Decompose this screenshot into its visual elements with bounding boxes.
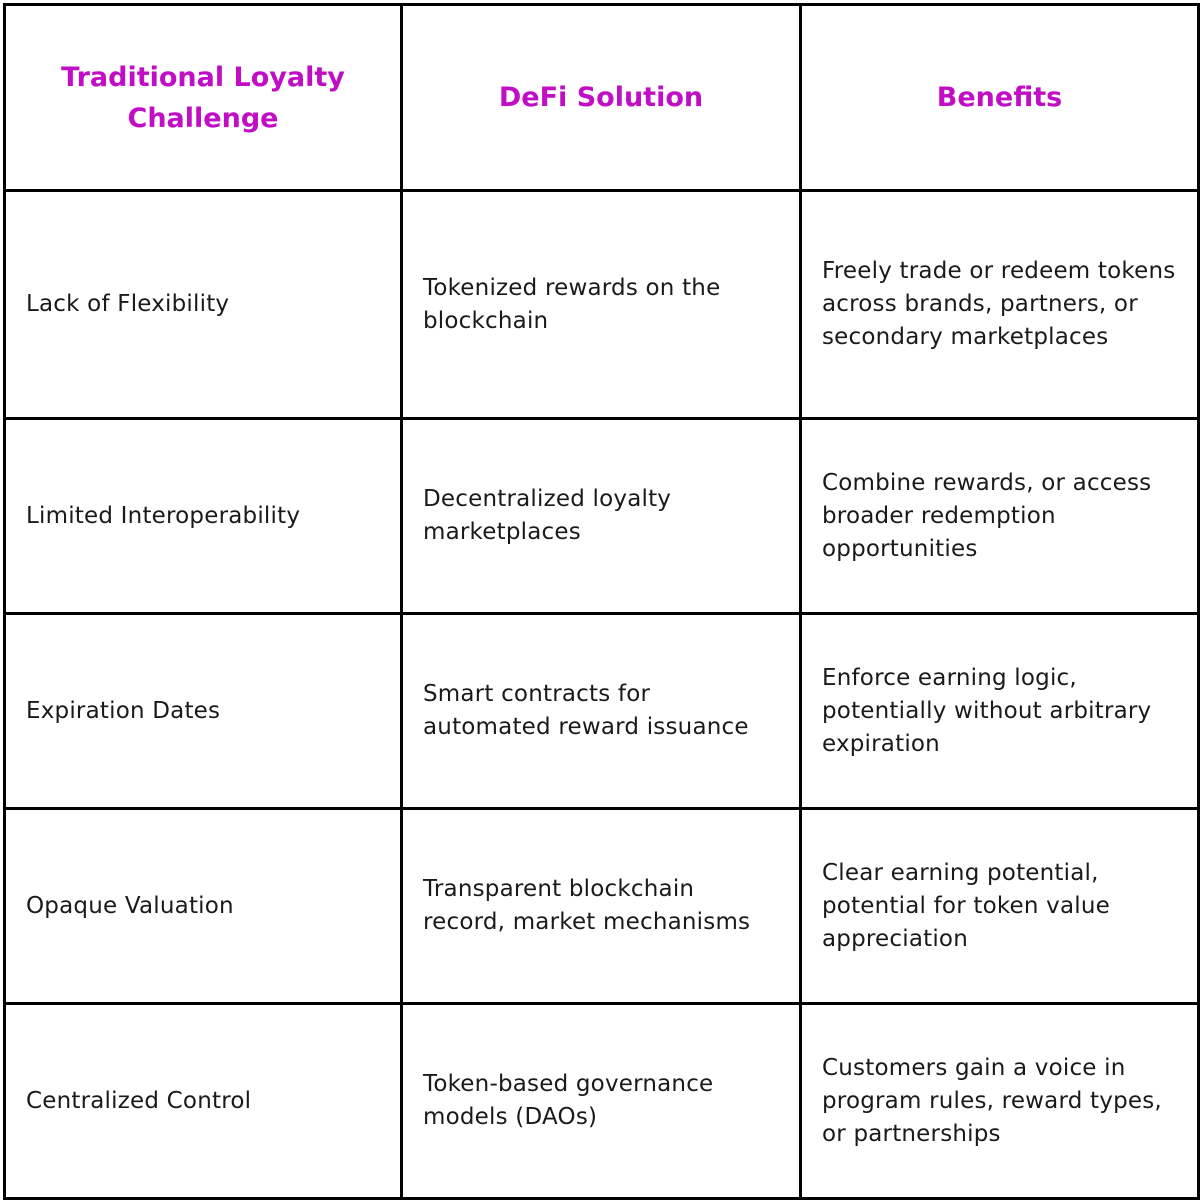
solution-cell xyxy=(402,809,801,1004)
benefits-text: Clear earning potential, potential for token value appreciation xyxy=(822,859,1111,952)
comparison-table xyxy=(3,3,1200,1200)
header-challenge-label: Traditional Loyalty Challenge xyxy=(61,61,345,134)
challenge-cell xyxy=(5,191,402,419)
solution-cell xyxy=(402,419,801,614)
solution-cell xyxy=(402,191,801,419)
challenge-text: Expiration Dates xyxy=(26,697,221,724)
solution-text: Tokenized rewards on the blockchain xyxy=(423,274,721,334)
challenge-text: Limited Interoperability xyxy=(26,502,301,529)
benefits-cell xyxy=(801,809,1199,1004)
benefits-cell xyxy=(801,614,1199,809)
challenge-cell xyxy=(5,809,402,1004)
table-row xyxy=(5,191,1199,419)
solution-cell xyxy=(402,1004,801,1199)
challenge-text: Centralized Control xyxy=(26,1087,252,1114)
header-row xyxy=(5,5,1199,191)
table-row xyxy=(5,809,1199,1004)
header-benefits xyxy=(801,5,1199,191)
challenge-cell xyxy=(5,614,402,809)
benefits-cell xyxy=(801,1004,1199,1199)
table-row xyxy=(5,419,1199,614)
solution-text: Decentralized loyalty marketplaces xyxy=(423,486,672,545)
table-row xyxy=(5,614,1199,809)
benefits-cell xyxy=(801,191,1199,419)
benefits-text: Freely trade or redeem tokens across brands, partners, or secondary marketplaces xyxy=(822,258,1176,350)
benefits-text: Customers gain a voice in program rules, reward types, or partnerships xyxy=(822,1054,1162,1147)
benefits-text: Combine rewards, or access broader redemption opportunities xyxy=(822,469,1152,562)
header-challenge xyxy=(5,5,402,191)
table-row xyxy=(5,1004,1199,1199)
benefits-text: Enforce earning logic, potentially without arbitrary expiration xyxy=(822,664,1152,757)
solution-text: Transparent blockchain record, market mechanisms xyxy=(423,876,751,935)
header-benefits-label: Benefits xyxy=(936,82,1063,113)
benefits-cell xyxy=(801,419,1199,614)
header-solution xyxy=(402,5,801,191)
solution-text: Token-based governance models (DAOs) xyxy=(423,1071,714,1130)
challenge-cell xyxy=(5,1004,402,1199)
challenge-text: Lack of Flexibility xyxy=(26,291,230,317)
solution-text: Smart contracts for automated reward issuance xyxy=(423,681,749,740)
header-solution-label: DeFi Solution xyxy=(498,82,704,113)
challenge-cell xyxy=(5,419,402,614)
challenge-text: Opaque Valuation xyxy=(26,892,234,919)
solution-cell xyxy=(402,614,801,809)
